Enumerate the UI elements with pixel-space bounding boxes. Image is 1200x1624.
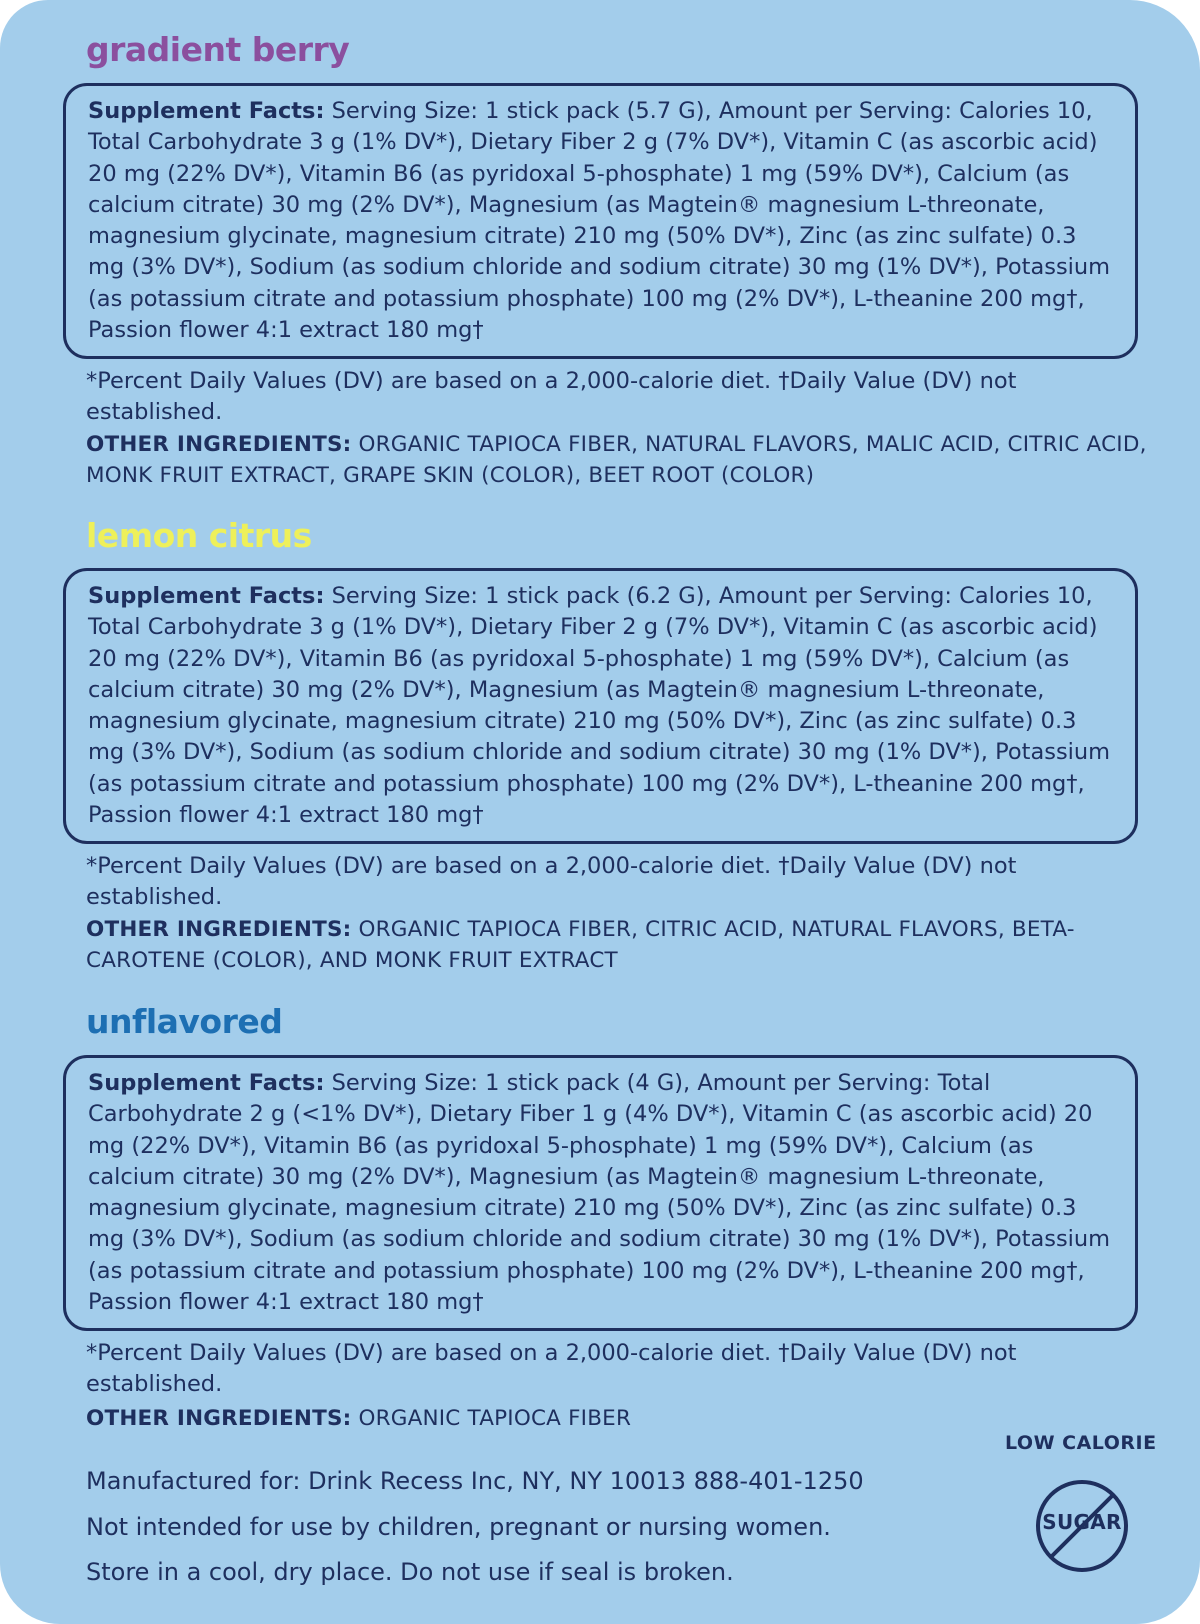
other-ingredients-label: OTHER INGREDIENTS:	[86, 917, 352, 942]
flavor-title-lemon-citrus: lemon citrus	[86, 516, 312, 555]
other-ingredients-text: ORGANIC TAPIOCA FIBER	[351, 1406, 632, 1431]
flavor-title-unflavored: unflavored	[86, 1002, 283, 1041]
dv-note: *Percent Daily Values (DV) are based on a 2,000-calorie diet. †Daily Value (DV) not established.	[86, 853, 1017, 911]
other-ingredients-label: OTHER INGREDIENTS:	[86, 432, 352, 457]
supplement-facts-box	[63, 568, 1138, 844]
other-ingredients	[86, 1403, 1166, 1434]
manufacturer-info: Manufactured for: Drink Recess Inc, NY, NY 10013 888-401-1250	[86, 1467, 864, 1495]
other-ingredients-text: ORGANIC TAPIOCA FIBER, CITRIC ACID, NATURAL FLAVORS, BETA-CAROTENE (COLOR), AND MONK FRUIT EXTRACT	[86, 917, 1075, 974]
dv-note: *Percent Daily Values (DV) are based on a 2,000-calorie diet. †Daily Value (DV) not established.	[86, 368, 1017, 426]
other-ingredients	[86, 914, 1166, 977]
dv-note: *Percent Daily Values (DV) are based on a 2,000-calorie diet. †Daily Value (DV) not established.	[86, 1340, 1017, 1398]
low-calorie-label: LOW CALORIE	[1005, 1432, 1157, 1454]
facts-label: Supplement Facts:	[88, 1070, 325, 1096]
facts-text: Serving Size: 1 stick pack (5.7 G), Amount per Serving: Calories 10, Total Carbohydrate 3 g (1% DV*), Dietary Fiber 2 g (7% DV*), Vitamin C (as ascorbic acid) 20 mg (22% DV*), Vitamin B6 (as pyridoxal 5-phosphate) 1 mg (59% DV*), Calcium (as calcium citrate) 30 mg (2% DV*), Magnesium (as Magtein® magnesium L-threonate, magnesium glycinate, magnesium citrate) 210 mg (50% DV*), Zinc (as zinc sulfate) 0.3 mg (3% DV*), Sodium (as sodium chloride and sodium citrate) 30 mg (1% DV*), Potassium (as potassium citrate and potassium phosphate) 100 mg (2% DV*), L-theanine 200 mg†, Passion flower 4:1 extract 180 mg†	[88, 98, 1111, 344]
flavor-title-gradient-berry: gradient berry	[86, 30, 350, 69]
sugar-text: SUGAR	[1042, 1510, 1122, 1534]
supplement-facts-box	[63, 1055, 1138, 1331]
usage-warning: Not intended for use by children, pregnant or nursing women.	[86, 1513, 831, 1541]
facts-label: Supplement Facts:	[88, 98, 325, 124]
storage-instructions: Store in a cool, dry place. Do not use if seal is broken.	[86, 1558, 734, 1586]
other-ingredients	[86, 429, 1166, 492]
facts-text: Serving Size: 1 stick pack (4 G), Amount per Serving: Total Carbohydrate 2 g (<1% DV*), Dietary Fiber 1 g (4% DV*), Vitamin C (as ascorbic acid) 20 mg (22% DV*), Vitamin B6 (as pyridoxal 5-phosphate) 1 mg (59% DV*), Calcium (as calcium citrate) 30 mg (2% DV*), Magnesium (as Magtein® magnesium L-threonate, magnesium glycinate, magnesium citrate) 210 mg (50% DV*), Zinc (as zinc sulfate) 0.3 mg (3% DV*), Sodium (as sodium chloride and sodium citrate) 30 mg (1% DV*), Potassium (as potassium citrate and potassium phosphate) 100 mg (2% DV*), L-theanine 200 mg†, Passion flower 4:1 extract 180 mg†	[88, 1070, 1111, 1316]
supplement-facts-box	[63, 83, 1138, 359]
facts-label: Supplement Facts:	[88, 583, 325, 609]
other-ingredients-label: OTHER INGREDIENTS:	[86, 1406, 352, 1431]
facts-text: Serving Size: 1 stick pack (6.2 G), Amount per Serving: Calories 10, Total Carbohydrate 3 g (1% DV*), Dietary Fiber 2 g (7% DV*), Vitamin C (as ascorbic acid) 20 mg (22% DV*), Vitamin B6 (as pyridoxal 5-phosphate) 1 mg (59% DV*), Calcium (as calcium citrate) 30 mg (2% DV*), Magnesium (as Magtein® magnesium L-threonate, magnesium glycinate, magnesium citrate) 210 mg (50% DV*), Zinc (as zinc sulfate) 0.3 mg (3% DV*), Sodium (as sodium chloride and sodium citrate) 30 mg (1% DV*), Potassium (as potassium citrate and potassium phosphate) 100 mg (2% DV*), L-theanine 200 mg†, Passion flower 4:1 extract 180 mg†	[88, 583, 1111, 829]
other-ingredients-text: ORGANIC TAPIOCA FIBER, NATURAL FLAVORS, MALIC ACID, CITRIC ACID, MONK FRUIT EXTRACT, GRAPE SKIN (COLOR), BEET ROOT (COLOR)	[86, 432, 1147, 489]
